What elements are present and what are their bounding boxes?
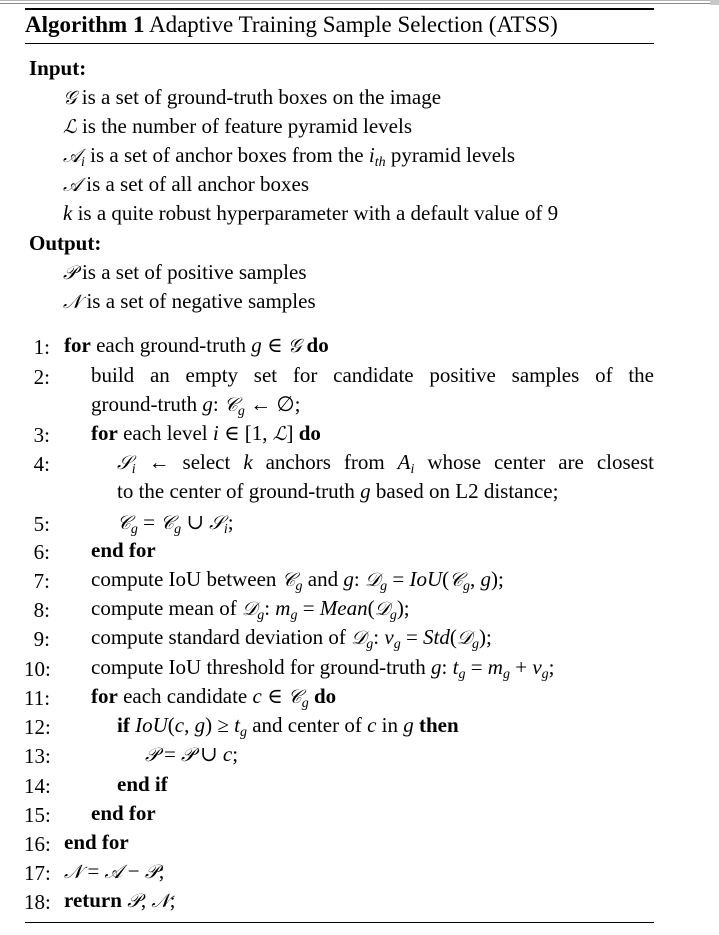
step-number: 1: bbox=[33, 335, 50, 359]
step-text: end for bbox=[91, 801, 156, 825]
scroll-corner bbox=[710, 0, 719, 5]
step-text: compute IoU between 𝒞$_g$ and g: 𝒟$_g$ = IoU(𝒞$_g$, g); bbox=[91, 567, 504, 594]
step-text: end for bbox=[91, 538, 156, 562]
step-text-continued: to the center of ground-truth g based on L2 distance; bbox=[117, 479, 559, 503]
output-item-negative: 𝒩 is a set of negative samples bbox=[63, 289, 316, 313]
step-number: 17: bbox=[24, 861, 51, 885]
step-text: 𝒫 = 𝒫 ∪ c; bbox=[145, 742, 239, 766]
step-number: 12: bbox=[24, 715, 51, 739]
step-text: for each candidate c ∈ 𝒞$_g$ do bbox=[91, 684, 337, 711]
algorithm-label: Algorithm 1 bbox=[25, 12, 145, 37]
input-item-all-anchors: 𝒜 is a set of all anchor boxes bbox=[63, 172, 310, 196]
step-text: end for bbox=[64, 830, 129, 854]
algorithm-caption bbox=[25, 12, 558, 38]
step-number: 4: bbox=[33, 452, 50, 476]
step-number: 7: bbox=[33, 569, 50, 593]
step-text: for each level i ∈ [1, ℒ] do bbox=[91, 421, 321, 445]
step-number: 10: bbox=[24, 657, 51, 681]
input-item-anchors-per-level: 𝒜$_i$ is a set of anchor boxes from the $i_{th}$ pyramid levels bbox=[63, 143, 516, 170]
step-text-continued: ground-truth g: 𝒞$_g$ ← ∅; bbox=[91, 392, 301, 419]
step-number: 9: bbox=[33, 627, 50, 651]
step-number: 3: bbox=[33, 423, 50, 447]
step-text: for each ground-truth g ∈ 𝒢 do bbox=[64, 333, 329, 357]
step-text: 𝒮$_i$ ← select k anchors from $A_i$ whose center are closest bbox=[117, 450, 654, 477]
bottom-rule bbox=[25, 922, 654, 923]
step-text: return 𝒫, 𝒩; bbox=[64, 888, 176, 912]
input-heading: Input: bbox=[29, 56, 87, 80]
algorithm-title: Adaptive Training Sample Selection (ATSS) bbox=[148, 12, 558, 37]
top-rule bbox=[25, 8, 654, 10]
step-number: 16: bbox=[24, 832, 51, 856]
step-number: 14: bbox=[24, 774, 51, 798]
step-number: 8: bbox=[33, 598, 50, 622]
step-text: if IoU(c, $g) \ge t_g$ and center of c in g then bbox=[117, 713, 459, 740]
step-text: 𝒞$_g$ = 𝒞$_g$ ∪ 𝒮$_i$; bbox=[117, 510, 234, 537]
step-text: compute standard deviation of 𝒟$_g$: $v_g$ = Std(𝒟$_g$); bbox=[91, 625, 492, 652]
step-number: 11: bbox=[24, 686, 51, 710]
step-text: compute mean of 𝒟$_g$: $m_g$ = Mean(𝒟$_g$); bbox=[91, 596, 410, 623]
input-item-ground-truth: 𝒢 is a set of ground-truth boxes on the image bbox=[63, 85, 442, 109]
output-heading: Output: bbox=[29, 231, 102, 255]
input-item-levels: ℒ is the number of feature pyramid levels bbox=[63, 114, 412, 138]
step-number: 6: bbox=[33, 540, 50, 564]
step-text: build an empty set for candidate positive samples of the bbox=[91, 363, 654, 387]
step-number: 18: bbox=[24, 890, 51, 914]
step-number: 2: bbox=[33, 365, 50, 389]
step-number: 5: bbox=[33, 512, 50, 536]
step-text: compute IoU threshold for ground-truth g: $t_g = m_g + v_g$; bbox=[91, 655, 555, 682]
step-number: 15: bbox=[24, 803, 51, 827]
page-top-edge bbox=[0, 0, 719, 5]
step-text: end if bbox=[117, 772, 168, 796]
caption-rule bbox=[25, 43, 654, 44]
output-item-positive: 𝒫 is a set of positive samples bbox=[63, 260, 307, 284]
step-text: 𝒩 = 𝒜 − 𝒫; bbox=[64, 859, 165, 883]
input-item-hyperparameter: k is a quite robust hyperparameter with a default value of 9 bbox=[63, 201, 559, 225]
step-number: 13: bbox=[24, 744, 51, 768]
